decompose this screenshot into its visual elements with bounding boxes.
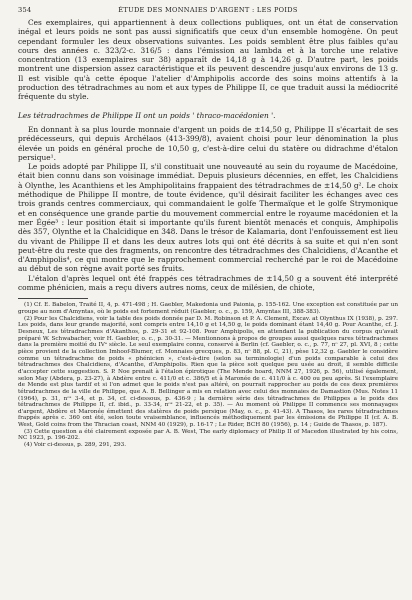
paragraph: L'étalon d'après lequel ont été frappés ces tétradrachmes de ±14,50 g a souvent été interprété comme phénicien, mais a reçu divers autres noms, ceux de milésien, de chiote, [18,273,398,293]
intro-paragraph: Ces exemplaires, qui appartiennent à deux collections publiques, ont un état de conservation inégal et leurs poids ne sont pas aussi significatifs que ceux d'un ensemble homogène. On peut cependant formuler les deux observations suivantes. Les poids semblent être plus faibles qu'au cours des années c. 323/2-c. 316/5 : dans l'émission au lambda et à la torche une relative concentration (13 exemplaires sur 38) apparaît de 14,18 g à 14,26 g. D'autre part, les poids montrent une dispersion assez caractéristique et ils peuvent descendre jusqu'aux environs de 13 g. Il est visible qu'à cette époque l'atelier d'Amphipolis accorde des soins moins attentifs à la production des tétradrachmes au nom et aux types de Philippe II, ce que traduit aussi la médiocrité fréquente du style. [18,18,398,102]
section-heading: Les tétradrachmes de Philippe II ont un poids ' thraco-macédonien '. [18,110,276,120]
paragraph: En donnant à sa plus lourde monnaie d'argent un poids de ±14,50 g, Philippe II s'écartait de ses prédécesseurs, qui depuis Archélaos (413-399/8), avaient choisi pour leur dénomination la plus élevée un poids en général proche de 10,50 g, c'est-à-dire celui du statère ou didrachme d'étalon persique¹. [18,124,398,162]
footnote: (3) Cette question a été clairement exposée par A. B. West, The early diplomacy of Philip II of Macedon illustrated by his coins, NC 1923, p. 196-202. [18,428,398,442]
footnote-divider [18,298,88,299]
body-text [18,18,398,292]
running-header [18,6,398,18]
footnote: (2) Pour les Chalcidiens, voir la table des poids donnée par D. M. Robinson et P. A. Clement, Excav. at Olynthus IX (1938), p. 297. Les poids, dans leur grande majorité, sont compris entre 14,10 g et 14,50 g, le poids dominant étant 14,40 g. Pour Acanthe, cf. J. Desneux, Les tétradrachmes d'Akanthos, p. 29-31 et 92-108. Pour Amphipolis, en attendant la publication du corpus qu'avait préparé W. Schwabacher, voir H. Gaebler, o. c., p. 30-31. — Mentionnons à propos de groupes aussi quelques rares tétradrachmes dans la première moitié du IVᵉ siècle. Le seul exemplaire connu, conservé à Berlin (cf. Gaebler, o. c., p. 77, nᵒ 27, pl. XVI, 8 ; cette pièce provient de la collection Imhoof-Blumer, cf. Monnaies grecques, p. 83, nᵒ 88, pl. C, 21), pèse 12,32 g. Gaebler le considère comme un tétradrachme de poids « phénicien », c'est-à-dire (selon sa terminologie) d'un poids comparable à celui des tétradrachmes des Chalcidiens, d'Acanthe, d'Amphipolis. Rien que la pièce soit quelque peu usée au droit, il semble difficile d'accepter cette suggestion. S. P. Noe prenait à l'étalon épirotique (The Mende hoard, NNM 27, 1926, p. 56), utilisé également, selon May (Abdera, p. 23-27), à Abdère entre c. 411/0 et c. 386/5 et à Maronée de c. 411/0 à c. 400 ou peu après. Si l'exemplaire de Mende est plus tardif et si l'on admet que le poids n'est pas altéré, on pourrait rapprocher au poids de ces deux premières tétradrachmes de la ville de Philippe, que A. B. Bellinger a mis en relation avec celui des monnaies de Damastion (Mus. Notes 11 (1964), p. 31, nᵒˢ 3-4, et p. 34, cf. ci-dessous, p. 436-9 ; la dernière série des tétradrachmes de Philippes a le poids des tétradrachmes de Philippe II, cf. ibid., p. 33-34, nᵒˢ 21-22, et p. 35). — Au moment où Philippe II commence ses monnayages d'argent, Abdère et Maronée émettent des statères de poids persique (May, o. c., p. 41-43). A Thasos, les rares tétradrachmes frappés après c. 360 ont été, selon toute vraisemblance, influencés méthodiquement par les émissions de Philippe II (cf. A. B. West, Gold coins from the Thracian coast, NNM 40 (1929), p. 16-17 ; Le Rider, BCH 80 (1956), p. 14 ; Guide de Thasos, p. 187). [18,315,398,429]
footnotes [18,302,398,448]
running-title: ÉTUDE DES MONNAIES D'ARGENT : LES POIDS [118,6,298,14]
footnote: (4) Voir ci-dessus, p. 289, 291, 293. [24,442,127,449]
page-number: 354 [18,6,32,14]
paragraph: Le poids adopté par Philippe II, s'il constituait une nouveauté au sein du royaume de Macédoine, était bien connu dans son voisinage immédiat. Depuis plusieurs décennies, en effet, les Chalcidiens à Olynthe, les Acanthiens et les Amphipolitains frappaient des tétradrachmes de ±14,50 g². Le choix méthodique de Philippe II montre, de toute évidence, qu'il désirait faciliter les échanges avec ces trois grands centres commerciaux, qui commandaient le golfe Thermaïque et le golfe Strymonique et en conséquence une grande partie du mouvement commercial entre le royaume macédonien et la mer Égée³ : leur position était si importante qu'ils furent bientôt menacés et conquis, Amphipolis dès 357, Olynthe et la Chalcidique en 348. Dans le trésor de Kalamaria, dont l'enfouissement est lieu du vivant de Philippe II et dans les deux autres lots qui ont été décrits à sa suite et qui n'en sont peut-être du reste que des fragments, on rencontre des tétradrachmes des Chalcidiens, d'Acanthe et d'Amphipolis⁴, ce qui montre que le rapprochement commercial recherché par le roi de Macédoine au début de son règne avait porté ses fruits. [18,162,398,274]
footnote: (1) Cf. E. Babelon, Traité II, 4, p. 471-498 ; H. Gaebler, Makedonia und Paionia, p. 155-162. Une exception est constituée par un groupe au nom d'Amyntas, où le poids est fortement réduit (Gaebler, o. c., p. 159, Amyntas III, 388-383). [18,302,398,315]
